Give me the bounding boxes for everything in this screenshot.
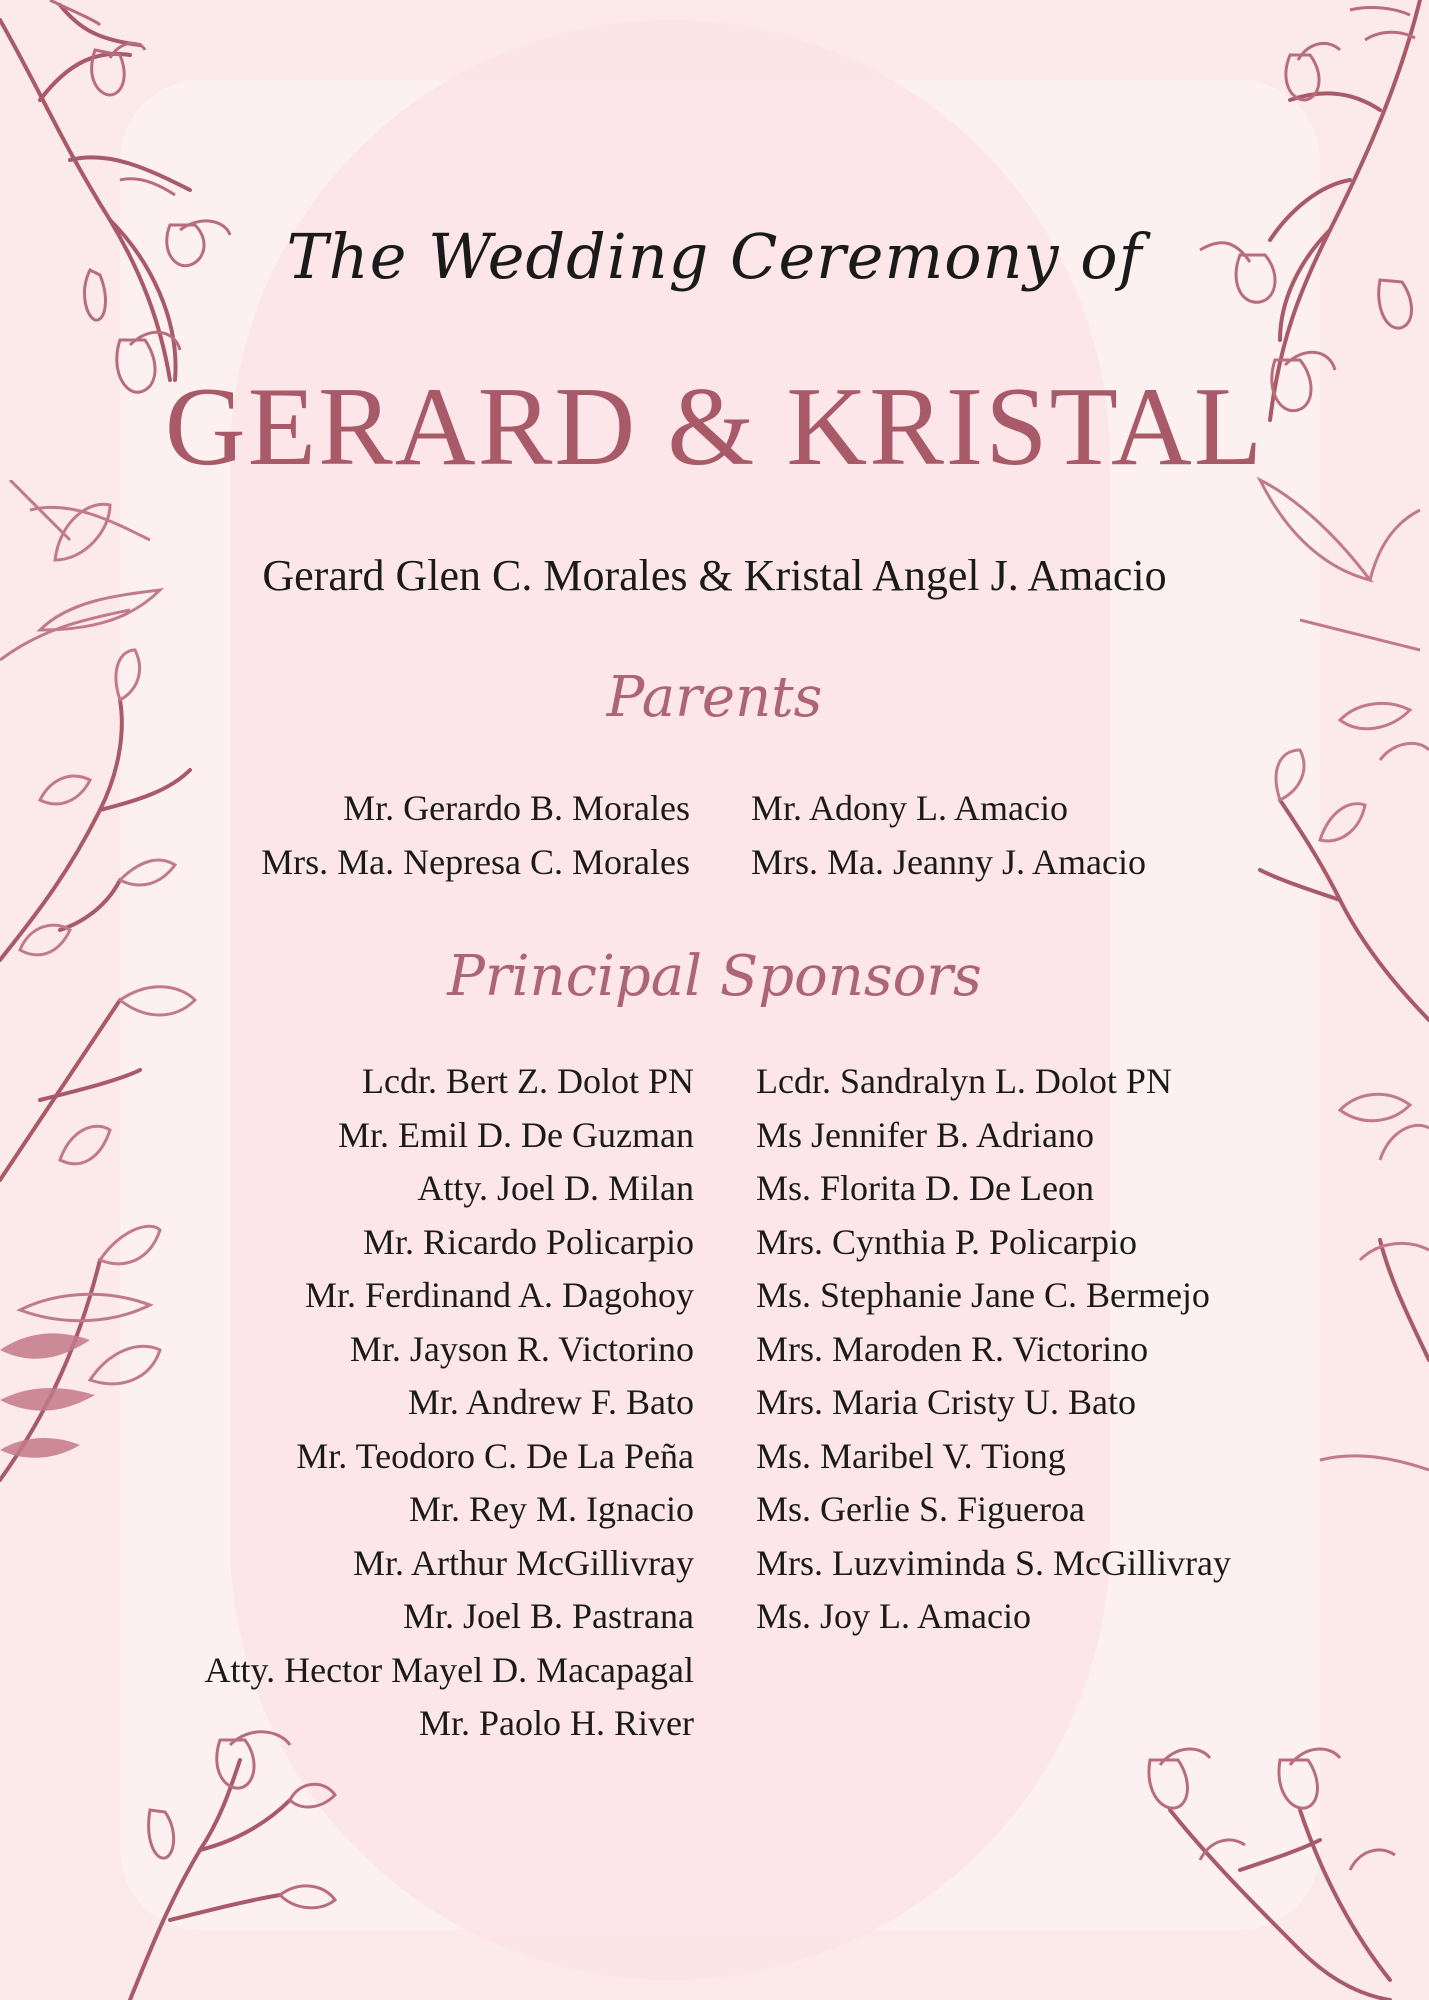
sponsor-name: Ms. Gerlie S. Figueroa xyxy=(756,1489,1085,1529)
sponsor-name: Atty. Joel D. Milan xyxy=(417,1168,694,1208)
sponsor-name: Mr. Andrew F. Bato xyxy=(407,1382,694,1422)
sponsor-name: Ms. Maribel V. Tiong xyxy=(756,1435,1066,1476)
sponsor-name: Mr. Arthur McGillivray xyxy=(353,1542,694,1583)
sponsor-name: Mrs. Maroden R. Victorino xyxy=(756,1328,1149,1369)
sponsor-name: Ms. Stephanie Jane C. Bermejo xyxy=(756,1275,1210,1315)
sponsor-name: Ms. Joy L. Amacio xyxy=(756,1596,1031,1636)
sponsor-name: Lcdr. Sandralyn L. Dolot PN xyxy=(756,1061,1172,1101)
sponsors-right-column xyxy=(756,1055,1231,1644)
couple-names-title: GERARD & KRISTAL xyxy=(164,365,1265,489)
parent-name: Mrs. Ma. Nepresa C. Morales xyxy=(261,841,690,882)
sponsor-name: Mrs. Luzviminda S. McGillivray xyxy=(756,1542,1231,1583)
sponsor-name: Ms. Florita D. De Leon xyxy=(756,1168,1094,1208)
sponsor-name: Mr. Emil D. De Guzman xyxy=(338,1114,694,1155)
sponsor-name: Mr. Ricardo Policarpio xyxy=(363,1221,694,1262)
sponsors-left-column xyxy=(205,1055,694,1751)
couple-full-names: Gerard Glen C. Morales & Kristal Angel J. Amacio xyxy=(262,551,1167,600)
sponsor-name: Mrs. Cynthia P. Policarpio xyxy=(756,1221,1138,1262)
sponsor-name: Mr. Paolo H. River xyxy=(419,1703,694,1743)
ceremony-script-title: The Wedding Ceremony of xyxy=(286,220,1143,293)
sponsor-name: Ms Jennifer B. Adriano xyxy=(756,1114,1094,1155)
parent-name: Mr. Adony L. Amacio xyxy=(751,788,1068,828)
sponsor-name: Mr. Rey M. Ignacio xyxy=(409,1489,694,1529)
parents-bride-side xyxy=(751,782,1146,889)
principal-sponsors-heading: Principal Sponsors xyxy=(447,944,982,1009)
sponsor-name: Mrs. Maria Cristy U. Bato xyxy=(756,1382,1136,1422)
sponsor-name: Atty. Hector Mayel D. Macapagal xyxy=(204,1649,694,1690)
parent-name: Mrs. Ma. Jeanny J. Amacio xyxy=(751,841,1146,882)
parent-name: Mr. Gerardo B. Morales xyxy=(343,788,690,828)
parents-groom-side xyxy=(261,782,690,889)
sponsor-name: Mr. Jayson R. Victorino xyxy=(349,1328,694,1369)
parents-heading: Parents xyxy=(606,665,823,730)
sponsor-name: Mr. Teodoro C. De La Peña xyxy=(296,1435,694,1476)
sponsor-name: Mr. Ferdinand A. Dagohoy xyxy=(305,1275,694,1315)
sponsor-name: Mr. Joel B. Pastrana xyxy=(403,1596,694,1636)
sponsor-name: Lcdr. Bert Z. Dolot PN xyxy=(362,1061,694,1101)
